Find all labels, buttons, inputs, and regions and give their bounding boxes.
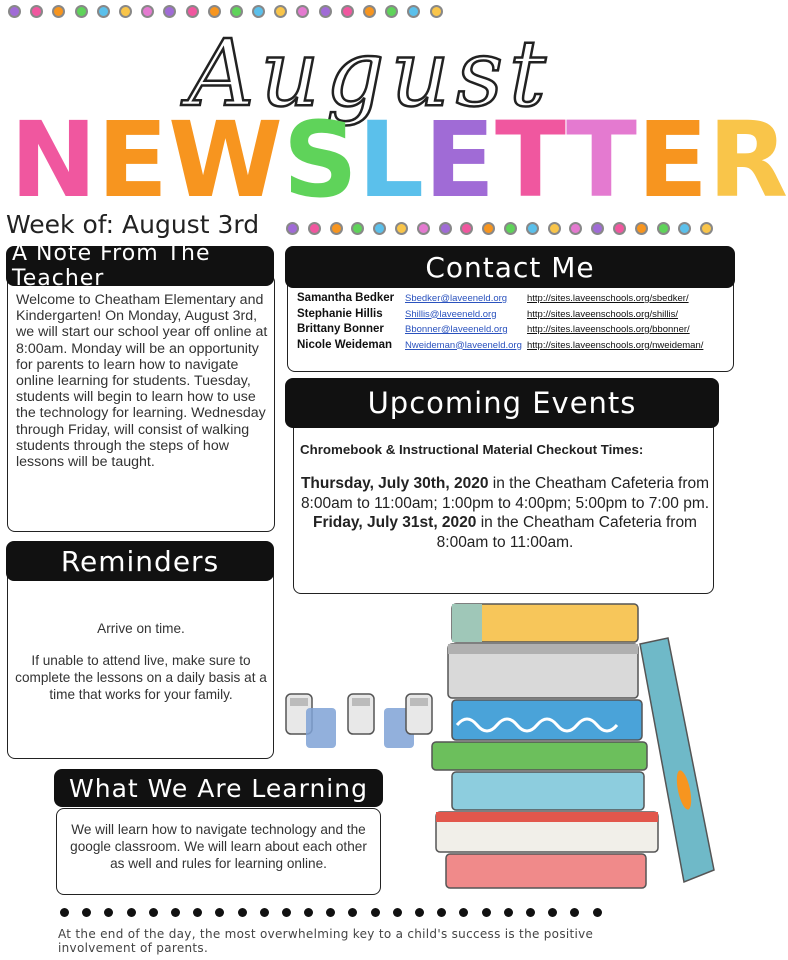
contact-list (297, 292, 731, 354)
decorative-dot (482, 222, 495, 235)
decorative-dot (407, 5, 420, 18)
decorative-dot (119, 5, 132, 18)
decorative-dot (460, 222, 473, 235)
bullet-dot (415, 908, 424, 917)
decorative-dot (319, 5, 332, 18)
decorative-dot (208, 5, 221, 18)
bullet-dot (304, 908, 313, 917)
bullet-dot (504, 908, 513, 917)
contact-site-link[interactable]: http://sites.laveenschools.org/bbonner/ (527, 324, 690, 335)
decorative-dot (230, 5, 243, 18)
reminders-banner: Reminders (6, 541, 274, 581)
title-letter: T (495, 99, 566, 221)
title-letter: E (97, 99, 169, 221)
book-icon (436, 812, 658, 852)
bullet-dot (260, 908, 269, 917)
contact-site-link[interactable]: http://sites.laveenschools.org/shillis/ (527, 308, 679, 320)
title-letter: L (357, 99, 424, 221)
decorative-dot (526, 222, 539, 235)
event-day-2-text: in the Cheatham Cafeteria from 8:00am to 11:00am. (436, 514, 697, 551)
contact-row (297, 292, 731, 308)
decorative-dot (97, 5, 110, 18)
newsletter-title (10, 99, 788, 221)
title-letter: E (424, 99, 496, 221)
bullet-dot (193, 908, 202, 917)
decorative-dot (296, 5, 309, 18)
learning-banner: What We Are Learning (54, 769, 383, 807)
decorative-dot (548, 222, 561, 235)
decorative-dot (252, 5, 265, 18)
events-banner: Upcoming Events (285, 378, 719, 428)
decorative-dot (504, 222, 517, 235)
bullet-dot (393, 908, 402, 917)
bullet-dot (127, 908, 136, 917)
calculators-illustration (282, 690, 442, 760)
decorative-dot (678, 222, 691, 235)
event-day-2: Friday, July 31st, 2020 (313, 514, 477, 531)
bullet-dot (238, 908, 247, 917)
decorative-dot (417, 222, 430, 235)
bullet-dot (326, 908, 335, 917)
contact-email-link[interactable]: Nweideman@laveeneld.org (405, 339, 522, 351)
contact-name: Nicole Weideman (297, 338, 393, 351)
week-dot-row (286, 222, 722, 235)
decorative-dot (657, 222, 670, 235)
title-letter: S (282, 99, 358, 221)
decorative-dot (439, 222, 452, 235)
bullet-dot (282, 908, 291, 917)
learning-body: We will learn how to navigate technology and the google classroom. We will learn about each other as well and rules for learning online. (70, 822, 367, 871)
decorative-dot (75, 5, 88, 18)
bullet-dot (104, 908, 113, 917)
bullet-dot (482, 908, 491, 917)
teacher-note-text: Welcome to Cheatham Elementary and Kindergarten! On Monday, August 3rd, we will start our school year off online at 8:00am. Monday will be an opportunity for parents to learn how to navigate online learning for students. Tuesday, students will begin to learn how to use the technology for learning. Wednesday through Friday, will consist of walking students through the steps of how lessons will be taught. (16, 292, 268, 471)
calculator-icon (286, 694, 336, 748)
decorative-dot (141, 5, 154, 18)
decorative-dot (341, 5, 354, 18)
decorative-dot (308, 222, 321, 235)
book-icon (448, 644, 638, 698)
calculator-icon (348, 694, 374, 734)
title-letter: N (10, 99, 98, 221)
title-letter: E (636, 99, 708, 221)
contact-row (297, 339, 731, 355)
decorative-dot (591, 222, 604, 235)
contact-name: Brittany Bonner (297, 323, 384, 335)
decorative-dot (52, 5, 65, 18)
decorative-dot (274, 5, 287, 18)
bullet-dot (348, 908, 357, 917)
reminders-body (14, 620, 268, 703)
decorative-dot (186, 5, 199, 18)
contact-banner: Contact Me (285, 246, 735, 288)
decorative-dot (635, 222, 648, 235)
bottom-dot-row (60, 908, 615, 917)
week-of-label: Week of: August 3rd (6, 210, 260, 239)
contact-name: Stephanie Hillis (297, 307, 383, 320)
bullet-dot (437, 908, 446, 917)
title-letter: W (168, 99, 283, 221)
contact-name: Samantha Bedker (297, 292, 395, 304)
contact-email-link[interactable]: Shillis@laveeneld.org (405, 308, 497, 320)
bullet-dot (371, 908, 380, 917)
book-icon (446, 854, 646, 888)
events-heading: Chromebook & Instructional Material Checkout Times: (300, 442, 644, 457)
bullet-dot (548, 908, 557, 917)
bullet-dot (459, 908, 468, 917)
book-stack-illustration (422, 600, 722, 900)
event-day-1-text: in the Cheatham Cafeteria from 8:00am to 11:00am; 1:00pm to 4:00pm; 5:00pm to 7:00 pm. (300, 475, 710, 512)
decorative-dot (700, 222, 713, 235)
events-body (300, 474, 710, 552)
contact-site-link[interactable]: http://sites.laveenschools.org/sbedker/ (527, 293, 689, 304)
bullet-dot (149, 908, 158, 917)
contact-row (297, 323, 731, 339)
bullet-dot (593, 908, 602, 917)
decorative-dot (569, 222, 582, 235)
decorative-dot (385, 5, 398, 18)
book-icon (452, 700, 642, 740)
august-script-title: August (187, 20, 553, 127)
decorative-dot (430, 5, 443, 18)
title-letter: T (566, 99, 637, 221)
reminder-line: If unable to attend live, make sure to complete the lessons on a daily basis at a time that works for your family. (15, 653, 267, 702)
book-icon (452, 604, 638, 642)
contact-email-link[interactable]: Sbedker@laveeneld.org (405, 293, 508, 304)
decorative-dot (286, 222, 299, 235)
book-icon (432, 742, 647, 770)
contact-site-link[interactable]: http://sites.laveenschools.org/nweideman/ (527, 339, 704, 351)
top-dot-row (8, 5, 452, 18)
contact-email-link[interactable]: Bbonner@laveeneld.org (405, 324, 508, 335)
teacher-note-banner: A Note From The Teacher (6, 246, 274, 286)
decorative-dot (330, 222, 343, 235)
decorative-dot (363, 5, 376, 18)
book-icon (452, 772, 644, 810)
bullet-dot (526, 908, 535, 917)
decorative-dot (373, 222, 386, 235)
bullet-dot (60, 908, 69, 917)
bullet-dot (215, 908, 224, 917)
footer-quote: At the end of the day, the most overwhelming key to a child's success is the positive involvement of parents. (58, 927, 594, 955)
decorative-dot (8, 5, 21, 18)
reminder-line: Arrive on time. (97, 621, 185, 636)
decorative-dot (30, 5, 43, 18)
decorative-dot (395, 222, 408, 235)
title-letter: R (708, 99, 788, 221)
decorative-dot (613, 222, 626, 235)
bullet-dot (171, 908, 180, 917)
bullet-dot (82, 908, 91, 917)
decorative-dot (351, 222, 364, 235)
event-day-1: Thursday, July 30th, 2020 (300, 475, 489, 492)
contact-row (297, 308, 731, 324)
decorative-dot (163, 5, 176, 18)
bullet-dot (570, 908, 579, 917)
